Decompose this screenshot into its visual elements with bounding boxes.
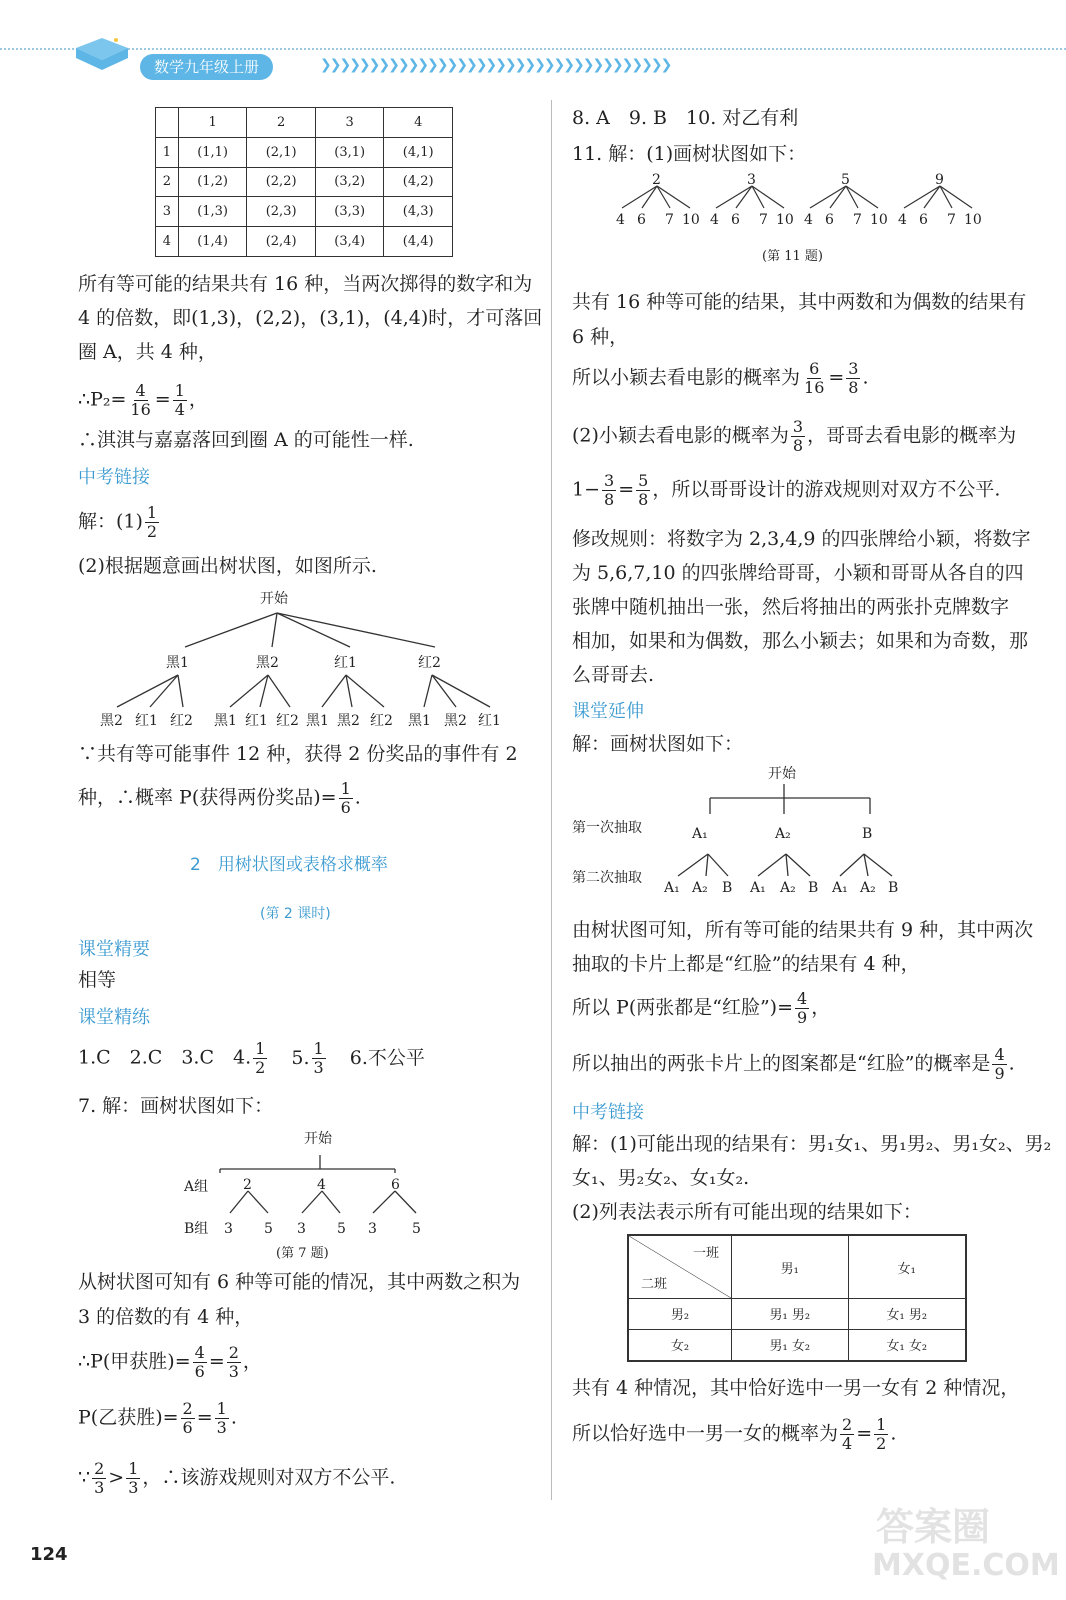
table-row	[628, 1329, 966, 1361]
fraction: $\frac{1}{3}$	[128, 1459, 139, 1497]
table-cell: (2,4)	[247, 227, 316, 257]
book-icon	[72, 34, 132, 72]
paragraph-line: 8. A 9. B 10. 对乙有利	[572, 107, 799, 129]
tree-leaf: 黑1	[306, 713, 329, 729]
tree-leaf: 3	[368, 1221, 377, 1237]
tree-leaf: 红2	[170, 713, 193, 729]
tree-root: 开始	[304, 1131, 332, 1147]
tree-leaf: 10	[870, 212, 888, 228]
paragraph-line: (2)根据题意画出树状图，如图所示.	[78, 555, 377, 577]
table-cell: (1,1)	[178, 137, 247, 167]
tree-leaf: 6	[637, 212, 646, 228]
table-cell: (1,2)	[178, 167, 247, 197]
paragraph-line: 圈 A，共 4 种，	[78, 341, 217, 363]
paragraph-line: 女₁、男₂女₂、女₁女₂.	[572, 1167, 750, 1189]
fraction: $\frac{1}{2}$	[146, 503, 158, 541]
tree-leaf: 3	[297, 1221, 306, 1237]
paragraph-line: 解：(1)可能出现的结果有：男₁女₁、男₁男₂、男₁女₂、男₂	[572, 1133, 1052, 1155]
tree-leaf: 4	[710, 212, 719, 228]
watermark-url: MXQE.COM	[872, 1548, 1060, 1583]
table-cell: (2,2)	[247, 167, 316, 197]
tree-leaf: 红2	[276, 713, 299, 729]
table-cell: 2	[156, 167, 179, 197]
tree-leaf: 10	[964, 212, 982, 228]
formula-line: ∵ $\frac{2}{3}$ > $\frac{1}{3}$ ，∴该游戏规则对双方不公平.	[78, 1459, 396, 1497]
answers-line: 1.C 2.C 3.C 4. $\frac{1}{2}$ 5. $\frac{1}{3}$ 6.不公平	[78, 1039, 425, 1077]
tree-leaf: 10	[682, 212, 700, 228]
tree-node: 黑2	[256, 655, 279, 671]
fraction: $\frac{3}{8}$	[604, 471, 615, 509]
tree-leaf: B	[722, 880, 733, 896]
table-corner-cell: 一班 二班	[628, 1235, 732, 1299]
paragraph-line: 11. 解：(1)画树状图如下：	[572, 143, 807, 165]
tree-leaf: 黑2	[337, 713, 360, 729]
page-number: 124	[30, 1544, 68, 1565]
tree-root: 开始	[260, 591, 288, 607]
table-cell: (3,1)	[315, 137, 384, 167]
header-title: 数学九年级上册	[140, 54, 273, 80]
tree-leaf: 7	[853, 212, 862, 228]
table-row	[628, 1299, 966, 1330]
table-row	[156, 108, 453, 138]
tree-leaf: 6	[919, 212, 928, 228]
tree-node: 黑1	[166, 655, 189, 671]
table-cell: (4,1)	[384, 137, 453, 167]
lesson-subtitle: (第 2 课时)	[260, 906, 331, 922]
tree-leaf: 红1	[245, 713, 268, 729]
fraction: $\frac{1}{2}$	[876, 1415, 887, 1453]
fraction: $\frac{2}{3}$	[228, 1343, 239, 1381]
tree-leaf: A₁	[832, 880, 848, 896]
table-cell: (4,3)	[384, 197, 453, 227]
tree-leaf: 5	[264, 1221, 273, 1237]
tree-leaf: 黑1	[214, 713, 237, 729]
paragraph-line: ∴淇淇与嘉嘉落回到圈 A 的可能性一样.	[78, 429, 414, 451]
formula-line: ∴P(甲获胜)= $\frac{4}{6}$ = $\frac{2}{3}$ ，	[78, 1343, 262, 1381]
table-cell: 1	[156, 137, 179, 167]
tree-diagram-prizes	[90, 583, 530, 733]
paragraph-line: 么哥哥去.	[572, 664, 655, 686]
section-heading: 课堂精要	[78, 939, 150, 960]
table-cell: 女₂	[628, 1329, 732, 1361]
tree-leaf: A₁	[664, 880, 680, 896]
table-cell: (4,4)	[384, 227, 453, 257]
paragraph-line: 共有 4 种情况，其中恰好选中一男一女有 2 种情况，	[572, 1377, 1020, 1399]
table-cell: (1,3)	[178, 197, 247, 227]
tree-leaf: 黑1	[408, 713, 431, 729]
table-header-cell: 男₁	[732, 1235, 849, 1299]
fraction: $\frac{1}{3}$	[216, 1399, 227, 1437]
tree-leaf: 4	[616, 212, 625, 228]
fraction: $\frac{2}{3}$	[94, 1459, 105, 1497]
formula-line: 种，∴概率 P(获得两份奖品)= $\frac{1}{6}$ .	[78, 779, 361, 817]
tree-leaf: A₂	[692, 880, 708, 896]
section-heading: 中考链接	[572, 1102, 644, 1123]
paragraph-line: 相等	[78, 969, 117, 991]
tree-node: 5	[841, 172, 850, 188]
tree-caption: (第 7 题)	[276, 1246, 329, 1261]
tree-row-label: 第一次抽取	[572, 820, 642, 836]
table-cell: (3,4)	[315, 227, 384, 257]
tree-leaf: 5	[412, 1221, 421, 1237]
formula-line: P(乙获胜)= $\frac{2}{6}$ = $\frac{1}{3}$ .	[78, 1399, 237, 1437]
dice-outcome-table	[155, 107, 453, 257]
table-cell: 男₂	[628, 1299, 732, 1330]
paragraph-line: ∵共有等可能事件 12 种，获得 2 份奖品的事件有 2	[78, 743, 518, 765]
tree-node: 4	[317, 1177, 326, 1193]
section-heading: 中考链接	[78, 467, 150, 488]
tree-leaf: A₂	[780, 880, 796, 896]
paragraph-line: 3 的倍数的有 4 种，	[78, 1306, 254, 1328]
fraction: $\frac{1}{2}$	[255, 1039, 266, 1077]
paragraph-line: 7. 解：画树状图如下：	[78, 1095, 274, 1117]
table-cell: (4,2)	[384, 167, 453, 197]
paragraph-line: 为 5,6,7,10 的四张牌给哥哥，小颖和哥哥从各自的四	[572, 562, 1024, 584]
table-row	[156, 167, 453, 197]
paragraph-line: 相加，如果和为偶数，那么小颖去；如果和为奇数，那	[572, 630, 1029, 652]
table-cell: 4	[384, 108, 453, 138]
paragraph-line: 从树状图可知有 6 种等可能的情况，其中两数之积为	[78, 1271, 521, 1293]
table-row	[156, 227, 453, 257]
tree-leaf: 4	[804, 212, 813, 228]
tree-leaf: 7	[759, 212, 768, 228]
section-heading: 课堂延伸	[572, 701, 644, 722]
table-cell: 男₁ 男₂	[732, 1299, 849, 1330]
tree-node: 红1	[334, 655, 357, 671]
lesson-title: 2 用树状图或表格求概率	[190, 855, 388, 875]
tree-leaf: 黑2	[444, 713, 467, 729]
fraction: $\frac{4}{9}$	[994, 1045, 1005, 1083]
tree-leaf: A₁	[750, 880, 766, 896]
formula-line: 所以抽出的两张卡片上的图案都是“红脸”的概率是 $\frac{4}{9}$ .	[572, 1045, 1015, 1083]
fraction: $\frac{1}{4}$	[174, 381, 185, 419]
paragraph-line: 抽取的卡片上都是“红脸”的结果有 4 种，	[572, 953, 920, 975]
section-heading: 课堂精练	[78, 1007, 150, 1028]
paragraph-line: 修改规则：将数字为 2,3,4,9 的四张牌给小颖，将数字	[572, 528, 1031, 550]
table-cell: (2,1)	[247, 137, 316, 167]
table-cell: 女₁ 男₂	[848, 1299, 966, 1330]
fraction: $\frac{3}{8}$	[848, 359, 859, 397]
formula-line: 解：(1) $\frac{1}{2}$	[78, 503, 158, 541]
tree-leaf: B	[888, 880, 899, 896]
table-cell: 女₁ 女₂	[848, 1329, 966, 1361]
formula-text: ∴P₂=	[78, 388, 127, 411]
tree-leaf: B	[808, 880, 819, 896]
paragraph-line: (2)列表法表示所有可能出现的结果如下：	[572, 1201, 922, 1223]
tree-row-label: B组	[184, 1221, 209, 1237]
tree-node: A₂	[775, 826, 791, 842]
paragraph-line: 张牌中随机抽出一张，然后将抽出的两张扑克牌数字	[572, 596, 1010, 618]
table-cell: 2	[247, 108, 316, 138]
tree-diagram-cards	[570, 760, 930, 905]
tree-caption: (第 11 题)	[762, 249, 823, 264]
tree-leaf: 7	[947, 212, 956, 228]
tree-node: 3	[747, 172, 756, 188]
column-divider	[551, 100, 552, 1500]
tree-leaf: 3	[224, 1221, 233, 1237]
table-row	[628, 1235, 966, 1299]
tree-node: B	[862, 826, 873, 842]
tree-node: 2	[243, 1177, 252, 1193]
table-cell	[156, 108, 179, 138]
formula-line: 所以小颖去看电影的概率为 $\frac{6}{16}$ = $\frac{3}{8}$ .	[572, 359, 869, 397]
table-cell: 1	[178, 108, 247, 138]
table-cell: 3	[315, 108, 384, 138]
tree-leaf: A₂	[860, 880, 876, 896]
tree-leaf: 4	[898, 212, 907, 228]
tree-leaf: 6	[731, 212, 740, 228]
table-cell: 3	[156, 197, 179, 227]
class-selection-table	[627, 1234, 967, 1362]
header-dotted-line	[0, 48, 1066, 50]
fraction: $\frac{4}{16}$	[130, 381, 151, 419]
paragraph-line: 所有等可能的结果共有 16 种，当两次掷得的数字和为	[78, 273, 533, 295]
tree-node: 9	[935, 172, 944, 188]
tree-leaf: 红2	[370, 713, 393, 729]
tree-node: 6	[391, 1177, 400, 1193]
table-cell: (3,3)	[315, 197, 384, 227]
paragraph-line: 4 的倍数，即(1,3)，(2,2)，(3,1)，(4,4)时，才可落回	[78, 307, 543, 329]
table-header-cell: 女₁	[848, 1235, 966, 1299]
paragraph-line: 解：画树状图如下：	[572, 733, 744, 755]
tree-leaf: 5	[337, 1221, 346, 1237]
tree-node: 2	[652, 172, 661, 188]
table-cell: (2,3)	[247, 197, 316, 227]
tree-leaf: 7	[665, 212, 674, 228]
table-cell: 4	[156, 227, 179, 257]
table-cell: 男₁ 女₂	[732, 1329, 849, 1361]
tree-leaf: 6	[825, 212, 834, 228]
fraction: $\frac{4}{6}$	[194, 1343, 205, 1381]
formula-line: 所以恰好选中一男一女的概率为 $\frac{2}{4}$ = $\frac{1}{2}$ .	[572, 1415, 897, 1453]
tree-root: 开始	[768, 766, 796, 782]
tree-leaf: 红1	[478, 713, 501, 729]
tree-diagram-q7	[180, 1125, 450, 1265]
table-row	[156, 197, 453, 227]
tree-leaf: 10	[776, 212, 794, 228]
table-row	[156, 137, 453, 167]
tree-node: A₁	[692, 826, 708, 842]
tree-leaf: 黑2	[100, 713, 123, 729]
fraction: $\frac{4}{9}$	[797, 989, 808, 1027]
fraction: $\frac{1}{6}$	[340, 779, 351, 817]
fraction: $\frac{2}{6}$	[182, 1399, 193, 1437]
tree-diagram-q11	[610, 168, 990, 268]
tree-row-label: 第二次抽取	[572, 870, 642, 886]
formula-line: 所以 P(两张都是“红脸”)= $\frac{4}{9}$ ，	[572, 989, 831, 1027]
formula-line: 1− $\frac{3}{8}$ = $\frac{5}{8}$ ，所以哥哥设计的游戏规则对双方不公平.	[572, 471, 1001, 509]
fraction: $\frac{5}{8}$	[638, 471, 649, 509]
fraction: $\frac{3}{8}$	[792, 417, 804, 455]
header-arrows-decoration: ❯❯❯❯❯❯❯❯❯❯❯❯❯❯❯❯❯❯❯❯❯❯❯❯❯❯❯❯❯❯❯❯❯❯❯❯	[320, 57, 671, 73]
table-cell: (3,2)	[315, 167, 384, 197]
formula-line: (2)小颖去看电影的概率为 $\frac{3}{8}$ ，哥哥去看电影的概率为	[572, 417, 1017, 455]
fraction: $\frac{1}{3}$	[313, 1039, 324, 1077]
paragraph-line: 由树状图可知，所有等可能的结果共有 9 种，其中两次	[572, 919, 1034, 941]
paragraph-line: 6 种，	[572, 326, 629, 348]
tree-leaf: 红1	[135, 713, 158, 729]
watermark-logo: 答案圈	[876, 1505, 991, 1549]
paragraph-line: 共有 16 种等可能的结果，其中两数和为偶数的结果有	[572, 291, 1027, 313]
table-cell: (1,4)	[178, 227, 247, 257]
fraction: $\frac{2}{4}$	[842, 1415, 853, 1453]
tree-row-label: A组	[184, 1179, 209, 1195]
formula-line: ∴P₂= $\frac{4}{16}$ = $\frac{1}{4}$ ，	[78, 381, 208, 419]
tree-node: 红2	[418, 655, 441, 671]
fraction: $\frac{6}{16}$	[804, 359, 825, 397]
